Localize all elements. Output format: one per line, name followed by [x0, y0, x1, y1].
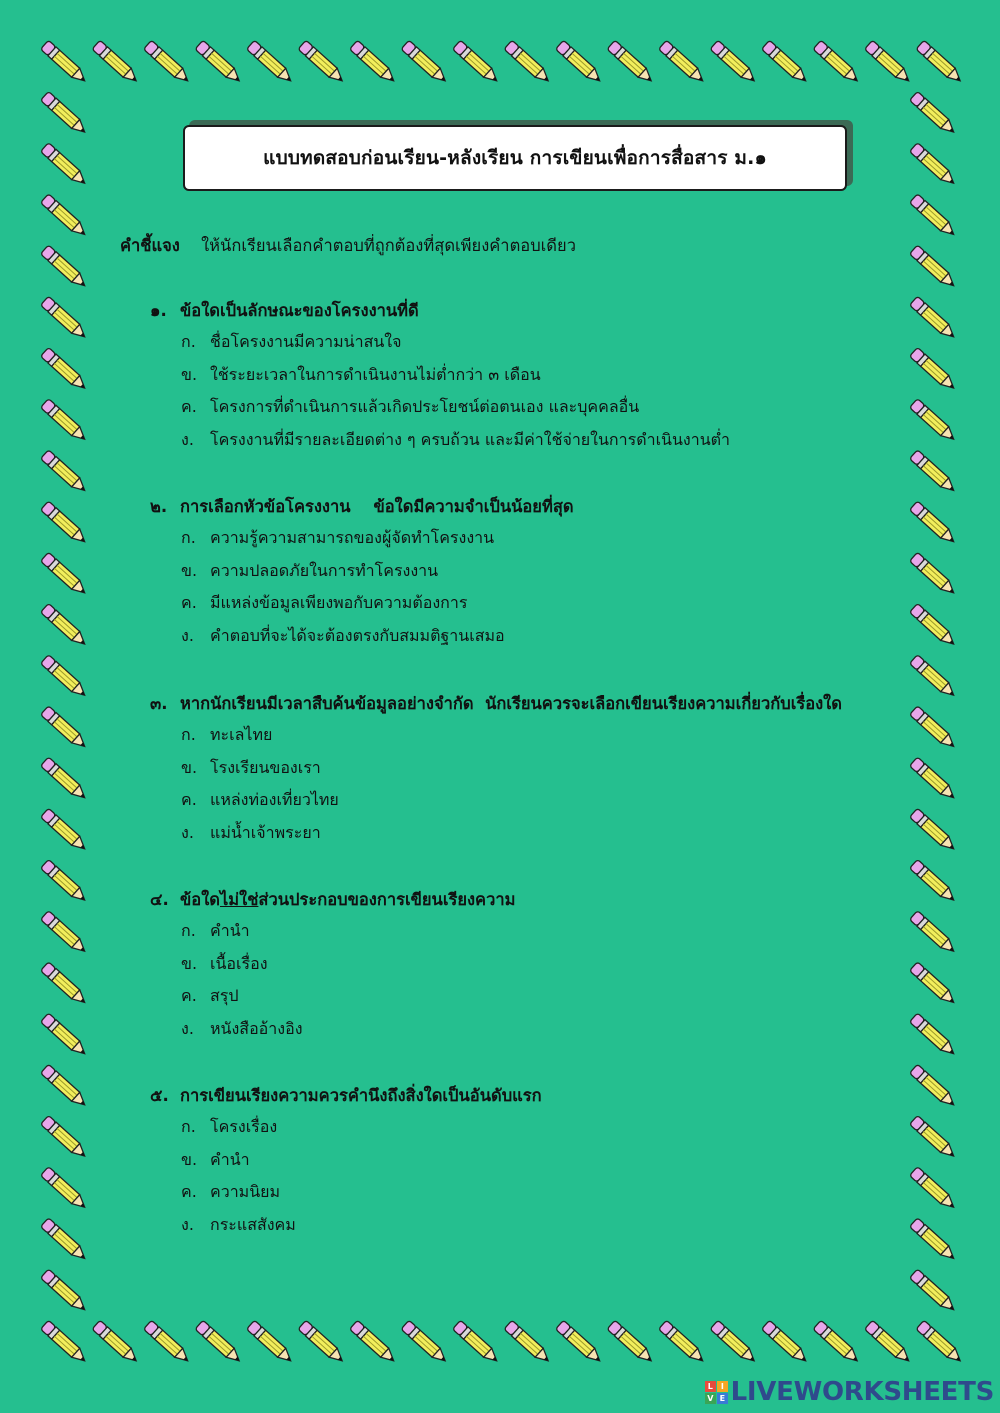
pencil-icon — [504, 1320, 552, 1365]
question-text-post: ส่วนประกอบของการเขียนเรียงความ — [258, 890, 516, 909]
question-number: ๓. — [150, 694, 168, 713]
answer-option[interactable] — [150, 752, 910, 785]
pencil-icon — [40, 399, 88, 444]
pencil-icon — [909, 1064, 957, 1109]
logo-text: LIVEWORKSHEETS — [730, 1377, 994, 1407]
pencil-icon — [40, 706, 88, 751]
option-label: ง. — [181, 1215, 194, 1235]
logo-badge-letter: V — [705, 1393, 716, 1404]
pencil-icon — [349, 40, 397, 85]
option-text: ทะเลไทย — [210, 725, 273, 744]
logo-badge-icon — [705, 1381, 728, 1404]
option-label: ข. — [181, 953, 198, 973]
option-label: ก. — [181, 1117, 196, 1136]
option-label: ง. — [181, 626, 194, 646]
question-text-underlined: ไม่ใช่ — [219, 890, 259, 909]
pencil-icon — [864, 40, 912, 85]
pencil-icon — [658, 40, 706, 85]
answer-option[interactable] — [150, 391, 910, 424]
answer-option[interactable] — [150, 948, 910, 981]
pencil-icon — [710, 1320, 758, 1365]
pencil-icon — [92, 40, 140, 85]
question-number: ๒. — [150, 497, 168, 516]
option-label: ค. — [181, 790, 197, 810]
option-label: ข. — [181, 1149, 198, 1169]
question-number: ๔. — [150, 890, 169, 909]
answer-option[interactable] — [150, 522, 910, 555]
pencil-icon — [916, 1320, 964, 1365]
pencil-icon — [813, 40, 861, 85]
pencil-icon — [761, 40, 809, 85]
option-text: หนังสืออ้างอิง — [210, 1019, 303, 1039]
pencil-icon — [349, 1320, 397, 1365]
answer-option[interactable] — [150, 555, 910, 588]
pencil-icon — [909, 399, 957, 444]
pencil-icon — [607, 1320, 655, 1365]
question-2 — [150, 492, 910, 653]
question-1 — [150, 296, 910, 457]
pencil-icon — [40, 1320, 88, 1365]
answer-option[interactable] — [150, 424, 910, 457]
question-heading — [150, 1081, 910, 1111]
pencil-icon — [40, 603, 88, 648]
pencil-icon — [40, 501, 88, 546]
pencil-icon — [40, 1115, 88, 1160]
pencil-icon — [555, 40, 603, 85]
option-label: ก. — [181, 921, 196, 940]
pencil-icon — [909, 603, 957, 648]
pencil-icon — [40, 552, 88, 597]
answer-option[interactable] — [150, 359, 910, 392]
option-label: ก. — [181, 725, 196, 744]
question-text-pre: ข้อใด — [180, 890, 220, 909]
option-label: ค. — [181, 986, 197, 1006]
option-text: กระแสสังคม — [210, 1215, 296, 1235]
answer-option[interactable] — [150, 620, 910, 653]
answer-option[interactable] — [150, 1176, 910, 1209]
answer-option[interactable] — [150, 980, 910, 1013]
pencil-icon — [909, 1115, 957, 1160]
answer-option[interactable] — [150, 1144, 910, 1177]
pencil-icon — [92, 1320, 140, 1365]
pencil-icon — [864, 1320, 912, 1365]
question-text: การเลือกหัวข้อโครงงาน ข้อใดมีความจำเป็นน้อยที่สุด — [180, 497, 574, 516]
pencil-icon — [761, 1320, 809, 1365]
pencil-icon — [909, 1269, 957, 1314]
pencil-icon — [401, 40, 449, 85]
pencil-icon — [909, 245, 957, 290]
pencil-icon — [40, 911, 88, 956]
pencil-icon — [40, 757, 88, 802]
pencil-icon — [40, 91, 88, 136]
pencil-icon — [909, 1013, 957, 1058]
pencil-icon — [40, 1013, 88, 1058]
pencil-icon — [909, 859, 957, 904]
option-text: แม่น้ำเจ้าพระยา — [210, 823, 321, 843]
answer-option[interactable] — [150, 817, 910, 850]
pencil-icon — [909, 91, 957, 136]
option-text: ใช้ระยะเวลาในการดำเนินงานไม่ต่ำกว่า ๓ เดือน — [210, 364, 541, 384]
pencil-icon — [504, 40, 552, 85]
pencil-icon — [452, 1320, 500, 1365]
answer-option[interactable] — [150, 784, 910, 817]
option-text: ชื่อโครงงานมีความน่าสนใจ — [210, 332, 402, 351]
pencil-icon — [40, 1218, 88, 1263]
pencil-icon — [40, 245, 88, 290]
pencil-icon — [40, 962, 88, 1007]
option-text: ความปลอดภัยในการทำโครงงาน — [210, 560, 439, 580]
pencil-icon — [40, 347, 88, 392]
instructions-text: ให้นักเรียนเลือกคำตอบที่ถูกต้องที่สุดเพียงคำตอบเดียว — [201, 236, 576, 255]
pencil-icon — [909, 347, 957, 392]
pencil-icon — [401, 1320, 449, 1365]
pencil-icon — [909, 962, 957, 1007]
option-label: ค. — [181, 593, 197, 613]
option-text: ความรู้ความสามารถของผู้จัดทำโครงงาน — [210, 528, 495, 547]
pencil-icon — [909, 706, 957, 751]
option-text: เนื้อเรื่อง — [210, 953, 268, 973]
logo-badge-letter: I — [717, 1381, 728, 1392]
pencil-icon — [40, 450, 88, 495]
pencil-icon — [909, 655, 957, 700]
question-text: การเขียนเรียงความควรคำนึงถึงสิ่งใดเป็นอันดับแรก — [180, 1086, 542, 1105]
logo-badge-letter: E — [717, 1393, 728, 1404]
question-heading — [150, 492, 910, 522]
question-3 — [150, 689, 910, 850]
pencil-icon — [710, 40, 758, 85]
pencil-icon — [909, 1167, 957, 1212]
pencil-icon — [909, 296, 957, 341]
pencil-icon — [40, 1064, 88, 1109]
option-label: ข. — [181, 364, 198, 384]
pencil-icon — [40, 40, 88, 85]
pencil-icon — [909, 450, 957, 495]
option-text: แหล่งท่องเที่ยวไทย — [210, 790, 339, 810]
answer-option[interactable] — [150, 915, 910, 948]
answer-option[interactable] — [150, 1013, 910, 1046]
page-title — [183, 125, 847, 191]
pencil-icon — [143, 1320, 191, 1365]
pencil-icon — [195, 1320, 243, 1365]
pencil-icon — [909, 143, 957, 188]
pencil-icon — [40, 859, 88, 904]
option-label: ค. — [181, 397, 197, 417]
question-heading — [150, 296, 910, 326]
option-text: สรุป — [210, 986, 239, 1006]
option-text: โครงเรื่อง — [210, 1117, 278, 1136]
option-label: ก. — [181, 332, 196, 351]
option-text: มีแหล่งข้อมูลเพียงพอกับความต้องการ — [210, 593, 468, 613]
pencil-icon — [658, 1320, 706, 1365]
option-label: ข. — [181, 560, 198, 580]
pencil-icon — [607, 40, 655, 85]
pencil-icon — [40, 1167, 88, 1212]
question-text: หากนักเรียนมีเวลาสืบค้นข้อมูลอย่างจำกัด นักเรียนควรจะเลือกเขียนเรียงความเกี่ยวกับเรื่องใด — [180, 694, 842, 713]
pencil-icon — [40, 655, 88, 700]
pencil-icon — [40, 808, 88, 853]
instructions — [120, 233, 576, 259]
pencil-icon — [909, 501, 957, 546]
pencil-icon — [246, 1320, 294, 1365]
pencil-icon — [40, 1269, 88, 1314]
option-text: โรงเรียนของเรา — [210, 757, 321, 777]
question-heading — [150, 885, 910, 915]
pencil-icon — [298, 40, 346, 85]
pencil-icon — [813, 1320, 861, 1365]
option-text: โครงงานที่มีรายละเอียดต่าง ๆ ครบถ้วน และมีค่าใช้จ่ายในการดำเนินงานต่ำ — [210, 430, 731, 450]
pencil-icon — [909, 552, 957, 597]
instructions-label: คำชี้แจง — [120, 236, 180, 255]
answer-option[interactable] — [150, 1111, 910, 1144]
option-text: โครงการที่ดำเนินการแล้วเกิดประโยชน์ต่อตนเอง และบุคคลอื่น — [210, 397, 640, 417]
pencil-icon — [195, 40, 243, 85]
pencil-icon — [909, 808, 957, 853]
pencil-icon — [298, 1320, 346, 1365]
answer-option[interactable] — [150, 587, 910, 620]
question-4 — [150, 885, 910, 1046]
answer-option[interactable] — [150, 719, 910, 752]
option-text: คำตอบที่จะได้จะต้องตรงกับสมมติฐานเสมอ — [210, 626, 505, 646]
pencil-icon — [246, 40, 294, 85]
option-label: ง. — [181, 823, 194, 843]
pencil-icon — [40, 194, 88, 239]
pencil-icon — [452, 40, 500, 85]
liveworksheets-logo — [705, 1377, 994, 1407]
pencil-icon — [40, 143, 88, 188]
option-label: ข. — [181, 757, 198, 777]
question-heading — [150, 689, 910, 719]
pencil-icon — [909, 757, 957, 802]
pencil-icon — [909, 194, 957, 239]
option-text: คำนำ — [210, 921, 250, 940]
pencil-icon — [40, 296, 88, 341]
question-number: ๑. — [150, 301, 167, 320]
question-5 — [150, 1081, 910, 1242]
question-number: ๕. — [150, 1086, 169, 1105]
option-label: ค. — [181, 1182, 197, 1202]
pencil-icon — [916, 40, 964, 85]
option-text: ความนิยม — [210, 1182, 281, 1202]
option-label: ง. — [181, 430, 194, 450]
option-label: ง. — [181, 1019, 194, 1039]
answer-option[interactable] — [150, 1209, 910, 1242]
option-label: ก. — [181, 528, 196, 547]
answer-option[interactable] — [150, 326, 910, 359]
pencil-icon — [909, 1218, 957, 1263]
title-text: แบบทดสอบก่อนเรียน-หลังเรียน การเขียนเพื่อการสื่อสาร ม.๑ — [263, 147, 767, 169]
pencil-icon — [909, 911, 957, 956]
question-text: ข้อใดเป็นลักษณะของโครงงานที่ดี — [180, 301, 419, 320]
pencil-icon — [143, 40, 191, 85]
option-text: คำนำ — [210, 1149, 250, 1169]
pencil-icon — [555, 1320, 603, 1365]
logo-badge-letter: L — [705, 1381, 716, 1392]
